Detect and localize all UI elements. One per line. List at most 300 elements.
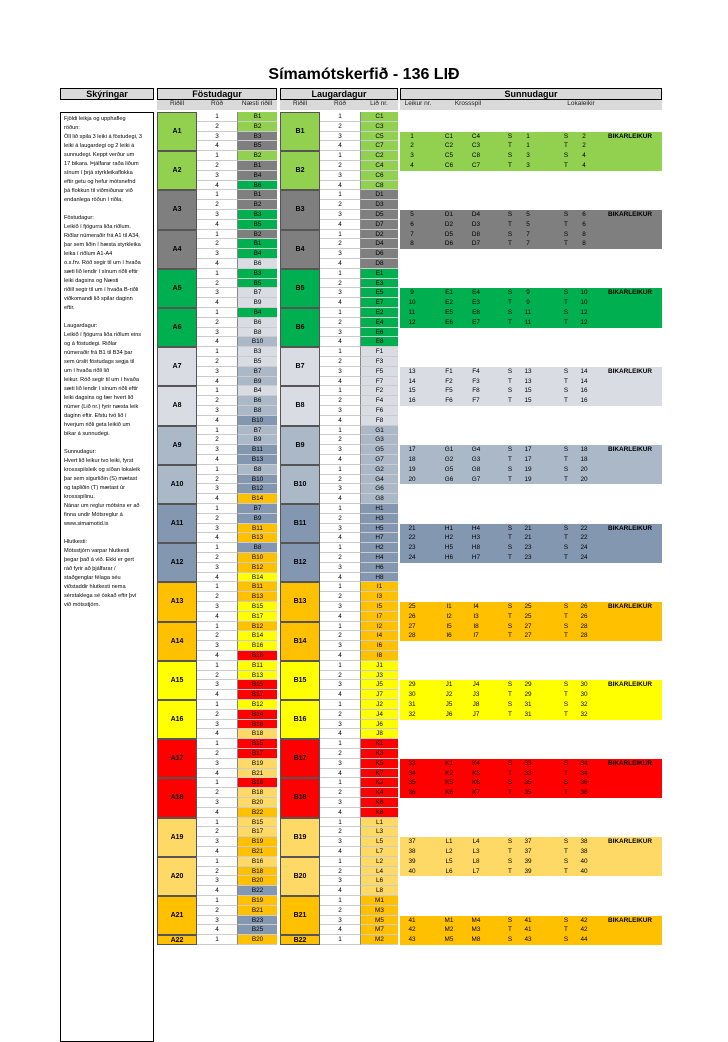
sunday-cell: S — [507, 367, 513, 375]
saturday-rank: 3 — [320, 328, 360, 338]
friday-group-label: A5 — [157, 269, 197, 308]
friday-next-group: B10 — [237, 337, 277, 347]
saturday-team-id: E5 — [360, 288, 398, 298]
sunday-cell: L6 — [445, 867, 453, 875]
sunday-cell: 23 — [524, 554, 532, 561]
friday-rank: 1 — [197, 661, 237, 671]
friday-rank: 4 — [197, 533, 237, 543]
sunday-cell: 12 — [580, 309, 588, 316]
sunday-cell: 28 — [408, 632, 416, 640]
sunday-cell: S — [563, 230, 569, 238]
friday-next-group: B19 — [237, 759, 277, 769]
friday-rank: 3 — [197, 563, 237, 573]
sunday-cell: S — [563, 289, 569, 297]
saturday-team-id: H5 — [360, 524, 398, 534]
sunday-cell: T — [564, 867, 568, 875]
sunday-cell: 16 — [408, 397, 416, 405]
sunday-cell: I8 — [473, 622, 479, 630]
friday-rank: 1 — [197, 112, 237, 122]
sunday-cell: 7 — [526, 240, 530, 248]
bikarleikur-label: BIKARLEIKUR — [608, 211, 653, 218]
sunday-cell: T — [508, 162, 512, 169]
saturday-group-label: B3 — [280, 190, 320, 229]
friday-rank: 2 — [197, 435, 237, 445]
sunday-cell: 42 — [580, 926, 588, 934]
saturday-team-id: L7 — [360, 847, 398, 857]
saturday-rank: 1 — [320, 308, 360, 318]
sunday-cell: 10 — [580, 289, 588, 297]
sunday-cell: S — [507, 759, 513, 767]
friday-rank: 3 — [197, 524, 237, 534]
saturday-group-label: B11 — [280, 504, 320, 543]
saturday-rank: 3 — [320, 445, 360, 455]
friday-next-group: B20 — [237, 798, 277, 808]
friday-rank: 2 — [197, 631, 237, 641]
friday-rank: 1 — [197, 347, 237, 357]
saturday-rank: 3 — [320, 210, 360, 220]
sunday-cell: 23 — [524, 544, 532, 552]
sunday-cell: S — [507, 936, 513, 944]
friday-rank: 4 — [197, 416, 237, 426]
friday-next-group: B2 — [237, 151, 277, 161]
sunday-cell: L1 — [445, 838, 453, 846]
sunday-cell: T — [508, 534, 512, 542]
saturday-team-id: G4 — [360, 475, 398, 485]
sunday-cell: T — [564, 318, 568, 326]
friday-next-group: B12 — [237, 622, 277, 632]
friday-group-label: A17 — [157, 739, 197, 778]
subheader-lokaleikir: Lokaleikir — [500, 100, 662, 110]
friday-next-group: B13 — [237, 671, 277, 681]
friday-rank: 1 — [197, 426, 237, 436]
sunday-cell: 1 — [526, 132, 530, 140]
sunday-cell: J2 — [445, 691, 453, 699]
friday-rank: 4 — [197, 337, 237, 347]
header-friday: Föstudagur — [157, 88, 277, 100]
saturday-team-id: E3 — [360, 279, 398, 289]
friday-rank: 4 — [197, 455, 237, 465]
sunday-cell: 21 — [524, 524, 532, 532]
friday-rank: 3 — [197, 759, 237, 769]
sunday-cell: S — [563, 857, 569, 865]
sunday-cell: F3 — [472, 377, 480, 385]
sunday-cell: 20 — [408, 475, 416, 483]
saturday-rank: 3 — [320, 602, 360, 612]
sunday-cell: 42 — [580, 916, 588, 924]
friday-group-label: A9 — [157, 426, 197, 465]
saturday-rank: 3 — [320, 249, 360, 259]
sunday-cell: 3 — [526, 162, 530, 169]
saturday-group-label: B16 — [280, 700, 320, 739]
sunday-cell: T — [508, 456, 512, 463]
saturday-rank: 1 — [320, 700, 360, 710]
friday-rank: 3 — [197, 720, 237, 730]
sunday-cell: E6 — [445, 318, 453, 326]
sunday-cell: T — [508, 220, 512, 228]
sunday-cell: T — [564, 632, 568, 640]
sunday-cell: 41 — [408, 916, 416, 924]
friday-next-group: B13 — [237, 592, 277, 602]
bikarleikur-label: BIKARLEIKUR — [608, 524, 653, 532]
sunday-cell: S — [563, 681, 569, 689]
sunday-cell: 18 — [580, 456, 588, 463]
friday-rank: 4 — [197, 377, 237, 387]
friday-rank: 1 — [197, 308, 237, 318]
sunday-cell: S — [507, 465, 513, 473]
friday-next-group: B25 — [237, 925, 277, 935]
saturday-rank: 1 — [320, 112, 360, 122]
saturday-rank: 2 — [320, 906, 360, 916]
sunday-cell: 4 — [582, 152, 586, 160]
sunday-cell: M5 — [444, 936, 454, 944]
sunday-cell: G7 — [471, 475, 481, 483]
sunday-cell: 35 — [408, 779, 416, 787]
sunday-cell: 4 — [582, 162, 586, 169]
sunday-cell: 39 — [524, 857, 532, 865]
sunday-cell: 26 — [580, 612, 588, 620]
sunday-cell: 8 — [410, 240, 414, 248]
sunday-cell: 30 — [580, 691, 588, 699]
saturday-group-label: B8 — [280, 386, 320, 425]
sunday-cell: S — [563, 622, 569, 630]
saturday-team-id: J7 — [360, 690, 398, 700]
sunday-cell: 32 — [408, 710, 416, 718]
sunday-cell: 3 — [410, 152, 414, 160]
sunday-cell: T — [564, 710, 568, 718]
sunday-cell: 34 — [580, 759, 588, 767]
sunday-cell: H6 — [444, 554, 454, 561]
friday-next-group: B3 — [237, 210, 277, 220]
friday-rank: 1 — [197, 230, 237, 240]
sunday-cell: 20 — [580, 465, 588, 473]
sunday-cell: S — [507, 230, 513, 238]
sunday-cell: T — [564, 926, 568, 934]
friday-rank: 1 — [197, 582, 237, 592]
saturday-team-id: L4 — [360, 867, 398, 877]
friday-rank: 4 — [197, 298, 237, 308]
friday-next-group: B6 — [237, 318, 277, 328]
saturday-rank: 1 — [320, 661, 360, 671]
friday-group-label: A15 — [157, 661, 197, 700]
friday-next-group: B5 — [237, 357, 277, 367]
friday-next-group: B20 — [237, 876, 277, 886]
sunday-cell: E2 — [445, 299, 453, 307]
saturday-team-id: D7 — [360, 220, 398, 230]
friday-rank: 3 — [197, 602, 237, 612]
sunday-cell: 9 — [526, 289, 530, 297]
friday-group-label: A22 — [157, 935, 197, 945]
sunday-cell: 34 — [580, 769, 588, 777]
friday-rank: 1 — [197, 151, 237, 161]
friday-rank: 4 — [197, 181, 237, 191]
saturday-rank: 4 — [320, 181, 360, 191]
page-title: Símamótskerfið - 136 LIÐ — [268, 66, 460, 83]
sunday-cell: C2 — [444, 142, 454, 150]
header-saturday: Laugardagur — [280, 88, 398, 100]
sunday-cell: 39 — [524, 867, 532, 875]
saturday-team-id: H7 — [360, 533, 398, 543]
saturday-group-label: B13 — [280, 582, 320, 621]
saturday-rank: 2 — [320, 239, 360, 249]
saturday-rank: 1 — [320, 543, 360, 553]
sunday-cell: 15 — [524, 397, 532, 405]
sunday-cell: D1 — [444, 211, 454, 218]
sunday-cell: T — [564, 142, 568, 150]
sunday-cell: 29 — [524, 681, 532, 689]
subheader-lidnr: Lið nr. — [360, 100, 398, 110]
sunday-cell: 19 — [524, 475, 532, 483]
friday-next-group: B8 — [237, 406, 277, 416]
sunday-cell: D6 — [444, 240, 454, 248]
friday-next-group: B11 — [237, 661, 277, 671]
saturday-rank: 4 — [320, 690, 360, 700]
friday-next-group: B15 — [237, 818, 277, 828]
saturday-team-id: F5 — [360, 367, 398, 377]
sunday-cell: 36 — [580, 789, 588, 797]
friday-next-group: B3 — [237, 269, 277, 279]
saturday-team-id: K8 — [360, 808, 398, 818]
sunday-cell: 27 — [524, 622, 532, 630]
saturday-team-id: M7 — [360, 925, 398, 935]
sunday-cell: L8 — [472, 857, 480, 865]
friday-next-group: B9 — [237, 514, 277, 524]
sunday-cell: S — [563, 779, 569, 787]
saturday-rank: 2 — [320, 357, 360, 367]
saturday-team-id: E7 — [360, 298, 398, 308]
friday-next-group: B16 — [237, 641, 277, 651]
sunday-cell: 24 — [580, 554, 588, 561]
sunday-cell: 31 — [524, 710, 532, 718]
sunday-cell: 25 — [524, 603, 532, 610]
sunday-cell: D4 — [471, 211, 481, 218]
saturday-team-id: J2 — [360, 700, 398, 710]
sunday-cell: D7 — [471, 240, 481, 248]
sunday-cell: K2 — [445, 769, 453, 777]
friday-next-group: B6 — [237, 259, 277, 269]
friday-next-group: B1 — [237, 161, 277, 171]
sunday-cell: E1 — [445, 289, 453, 297]
sunday-cell: S — [563, 465, 569, 473]
sunday-cell: J1 — [445, 681, 453, 689]
subheader-leikurnr: Leikur nr. — [400, 100, 436, 110]
friday-next-group: B10 — [237, 416, 277, 426]
sunday-cell: T — [564, 162, 568, 169]
sunday-cell: 21 — [408, 524, 416, 532]
sunday-cell: S — [507, 446, 513, 454]
friday-group-label: A3 — [157, 190, 197, 229]
sunday-cell: 6 — [582, 211, 586, 218]
subheader-rod-sat: Röð — [320, 100, 360, 110]
saturday-team-id: E2 — [360, 308, 398, 318]
sunday-cell: T — [508, 240, 512, 248]
sunday-cell: 17 — [408, 446, 416, 454]
friday-next-group: B11 — [237, 582, 277, 592]
saturday-team-id: D8 — [360, 259, 398, 269]
friday-next-group: B10 — [237, 553, 277, 563]
sunday-cell: E5 — [445, 309, 453, 316]
header-notes: Skýringar — [60, 88, 154, 100]
sunday-cell: C1 — [444, 132, 454, 140]
friday-group-label: A1 — [157, 112, 197, 151]
friday-next-group: B1 — [237, 239, 277, 249]
bikarleikur-label: BIKARLEIKUR — [608, 446, 653, 454]
friday-rank: 3 — [197, 876, 237, 886]
subheader-rod-fri: Röð — [197, 100, 237, 110]
friday-rank: 1 — [197, 504, 237, 514]
sunday-cell: H3 — [471, 534, 481, 542]
saturday-rank: 3 — [320, 876, 360, 886]
saturday-rank: 1 — [320, 778, 360, 788]
friday-next-group: B4 — [237, 308, 277, 318]
friday-group-label: A6 — [157, 308, 197, 347]
saturday-group-label: B14 — [280, 622, 320, 661]
saturday-rank: 3 — [320, 367, 360, 377]
saturday-team-id: D3 — [360, 200, 398, 210]
friday-group-label: A4 — [157, 230, 197, 269]
saturday-rank: 3 — [320, 916, 360, 926]
friday-next-group: B18 — [237, 651, 277, 661]
sunday-cell: T — [564, 554, 568, 561]
friday-rank: 3 — [197, 484, 237, 494]
saturday-rank: 4 — [320, 141, 360, 151]
friday-rank: 3 — [197, 641, 237, 651]
friday-rank: 2 — [197, 318, 237, 328]
saturday-team-id: G6 — [360, 484, 398, 494]
friday-next-group: B13 — [237, 533, 277, 543]
saturday-team-id: J6 — [360, 720, 398, 730]
friday-next-group: B22 — [237, 886, 277, 896]
friday-next-group: B5 — [237, 279, 277, 289]
sunday-cell: 4 — [410, 162, 414, 169]
friday-rank: 3 — [197, 288, 237, 298]
friday-next-group: B2 — [237, 200, 277, 210]
sunday-cell: T — [508, 377, 512, 385]
friday-next-group: B20 — [237, 935, 277, 945]
friday-next-group: B3 — [237, 347, 277, 357]
sunday-cell: L2 — [445, 848, 453, 855]
saturday-team-id: I1 — [360, 582, 398, 592]
sunday-cell: 13 — [408, 367, 416, 375]
sunday-cell: T — [564, 475, 568, 483]
sunday-cell: L7 — [472, 867, 480, 875]
sunday-cell: S — [507, 857, 513, 865]
friday-rank: 3 — [197, 249, 237, 259]
sunday-cell: S — [563, 701, 569, 708]
saturday-rank: 1 — [320, 896, 360, 906]
sunday-cell: S — [507, 544, 513, 552]
sunday-cell: G5 — [444, 465, 454, 473]
sunday-cell: D5 — [444, 230, 454, 238]
saturday-rank: 3 — [320, 524, 360, 534]
saturday-team-id: I5 — [360, 602, 398, 612]
friday-rank: 2 — [197, 279, 237, 289]
sunday-cell: 7 — [526, 230, 530, 238]
saturday-rank: 3 — [320, 288, 360, 298]
saturday-group-label: B10 — [280, 465, 320, 504]
friday-group-label: A13 — [157, 582, 197, 621]
friday-group-label: A10 — [157, 465, 197, 504]
friday-next-group: B21 — [237, 906, 277, 916]
saturday-group-label: B4 — [280, 230, 320, 269]
sunday-cell: 42 — [408, 926, 416, 934]
saturday-rank: 3 — [320, 680, 360, 690]
sunday-cell: F2 — [445, 377, 453, 385]
friday-next-group: B17 — [237, 690, 277, 700]
saturday-group-label: B18 — [280, 778, 320, 817]
sunday-cell: S — [563, 132, 569, 140]
friday-rank: 2 — [197, 906, 237, 916]
sunday-cell: 14 — [408, 377, 416, 385]
sunday-cell: 38 — [408, 848, 416, 855]
sunday-cell: 6 — [582, 220, 586, 228]
saturday-team-id: C7 — [360, 141, 398, 151]
friday-next-group: B1 — [237, 190, 277, 200]
saturday-team-id: C2 — [360, 151, 398, 161]
sunday-cell: 22 — [408, 534, 416, 542]
saturday-rank: 4 — [320, 769, 360, 779]
sunday-cell: E3 — [472, 299, 480, 307]
sunday-cell: T — [508, 867, 512, 875]
sunday-cell: 37 — [524, 838, 532, 846]
saturday-team-id: J1 — [360, 661, 398, 671]
friday-group-label: A8 — [157, 386, 197, 425]
saturday-rank: 2 — [320, 749, 360, 759]
sunday-cell: I6 — [446, 632, 452, 640]
friday-next-group: B8 — [237, 328, 277, 338]
friday-rank: 2 — [197, 749, 237, 759]
sunday-cell: 20 — [580, 475, 588, 483]
sunday-cell: T — [508, 691, 512, 699]
saturday-rank: 2 — [320, 161, 360, 171]
saturday-team-id: G7 — [360, 455, 398, 465]
friday-next-group: B23 — [237, 916, 277, 926]
sunday-cell: K3 — [472, 769, 480, 777]
sunday-cell: 18 — [408, 456, 416, 463]
subheader-naesti: Næsti riðill — [237, 100, 277, 110]
friday-next-group: B12 — [237, 563, 277, 573]
saturday-team-id: L5 — [360, 837, 398, 847]
saturday-team-id: F3 — [360, 357, 398, 367]
sunday-cell: 22 — [580, 524, 588, 532]
saturday-rank: 1 — [320, 230, 360, 240]
friday-rank: 2 — [197, 867, 237, 877]
sunday-cell: L5 — [445, 857, 453, 865]
sunday-cell: T — [564, 612, 568, 620]
friday-next-group: B18 — [237, 729, 277, 739]
friday-rank: 4 — [197, 220, 237, 230]
saturday-team-id: D4 — [360, 239, 398, 249]
saturday-rank: 2 — [320, 867, 360, 877]
saturday-team-id: K5 — [360, 759, 398, 769]
saturday-rank: 3 — [320, 720, 360, 730]
sunday-cell: K6 — [445, 789, 453, 797]
sunday-cell: F5 — [445, 387, 453, 395]
saturday-team-id: G8 — [360, 494, 398, 504]
sunday-cell: 34 — [408, 769, 416, 777]
friday-rank: 4 — [197, 886, 237, 896]
sunday-cell: 2 — [582, 132, 586, 140]
sunday-cell: 38 — [580, 848, 588, 855]
saturday-rank: 4 — [320, 416, 360, 426]
friday-rank: 3 — [197, 837, 237, 847]
sunday-cell: J6 — [445, 710, 453, 718]
sunday-cell: 44 — [580, 936, 588, 944]
saturday-rank: 3 — [320, 759, 360, 769]
sunday-cell: 27 — [408, 622, 416, 630]
sunday-cell: I2 — [446, 612, 452, 620]
friday-next-group: B11 — [237, 524, 277, 534]
sunday-cell: 21 — [524, 534, 532, 542]
